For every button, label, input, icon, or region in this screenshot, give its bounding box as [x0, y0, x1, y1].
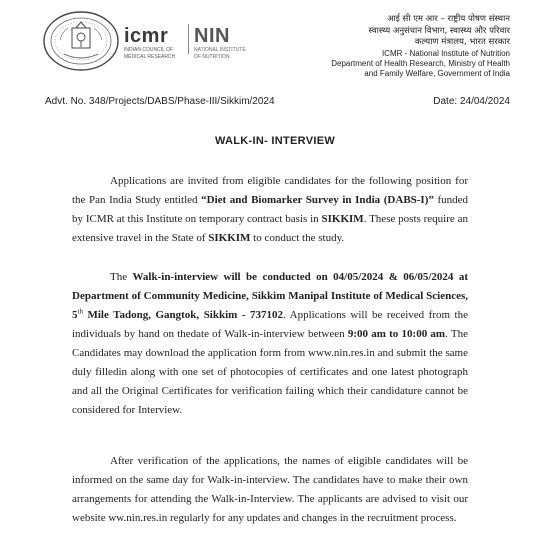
p1-text-1: Applications are invited from eligible candidates for the following position for the Pan India Study entitled — [72, 175, 468, 206]
organisation-address — [331, 14, 510, 79]
paragraph-applications — [72, 172, 468, 248]
p2-text-2: . Applications will be received from the individuals by hand on thedate of Walk-in-interview between — [72, 309, 468, 340]
paragraph-verification — [72, 452, 468, 528]
logo-divider — [188, 24, 189, 54]
p2-text-1: The — [110, 271, 133, 283]
english-line-3: and Family Welfare, Government of India — [364, 68, 510, 78]
advertisement-date: Date: 24/04/2024 — [433, 96, 510, 107]
paragraph-walk-in-details — [72, 268, 468, 420]
icmr-wordmark: icmr — [124, 25, 169, 47]
p1-text-3: . These posts require an extensive travel in the State of — [72, 213, 468, 244]
p3-text-1: After verification of the applications, the names of eligible candidates will be informed on the same day for Walk-in-interview. The candidates have to make their own arrangements for attending the Walk-in-Interview. The applicants are advised to visit our website ww.nin.res.in regularly for any updates and changes in the recruitment process. — [72, 455, 468, 524]
nin-subtitle-line-1: NATIONAL INSTITUTE — [194, 47, 246, 53]
english-line-2: Department of Health Research, Ministry of Health — [331, 58, 510, 68]
interview-time: 9:00 am to 10:00 am — [347, 328, 446, 340]
english-line-1: ICMR - National Institute of Nutrition — [381, 48, 510, 58]
venue-address: Mile Tadong, Gangtok, Sikkim - 737102 — [82, 309, 284, 321]
nin-logo — [194, 26, 246, 60]
state-name: SIKKIM — [321, 213, 364, 225]
icmr-logo — [124, 26, 175, 60]
interview-date-venue: Walk-in-interview will be conducted on 04/05/2024 & 06/05/2024 at Department of Community Medicine, Sikkim Manipal Institute of Medical Sciences, 5 — [72, 271, 468, 321]
letterhead — [0, 0, 550, 82]
hindi-line-2: स्वास्थ्य अनुसंधान विभाग, स्वास्थ्य और परिवार — [368, 25, 510, 36]
p2-text-3: . The Candidates may download the application form from www.nin.res.in and submit the same duly filledin along with one set of photocopies of certificates and one latest photograph and all the Original Certificates for verification failing which their candidature cannot be considered for Interview. — [72, 328, 468, 416]
nin-subtitle-line-2: OF NUTRITION — [194, 54, 230, 60]
nin-wordmark: NIN — [194, 25, 230, 47]
hindi-line-3: कल्याण मंत्रालय, भारत सरकार — [414, 37, 510, 47]
p1-text-4: to conduct the study. — [250, 232, 345, 244]
advertisement-number: Advt. No. 348/Projects/DABS/Phase-III/Sikkim/2024 — [45, 96, 275, 107]
ordinal-superscript: th — [77, 307, 83, 316]
icmr-seal-emblem-icon — [42, 10, 120, 72]
icmr-subtitle-line-1: INDIAN COUNCIL OF — [124, 47, 173, 53]
icmr-subtitle-line-2: MEDICAL RESEARCH — [124, 54, 176, 60]
hindi-line-1: आई सी एम आर – राष्ट्रीय पोषण संस्थान — [386, 14, 510, 24]
p1-text-2: funded by ICMR at this Institute on temporary contract basis in — [72, 194, 469, 225]
state-name-2: SIKKIM — [208, 232, 251, 244]
study-title: “Diet and Biomarker Survey in India (DABS-I)” — [201, 194, 434, 206]
page-title: WALK-IN- INTERVIEW — [214, 135, 336, 147]
